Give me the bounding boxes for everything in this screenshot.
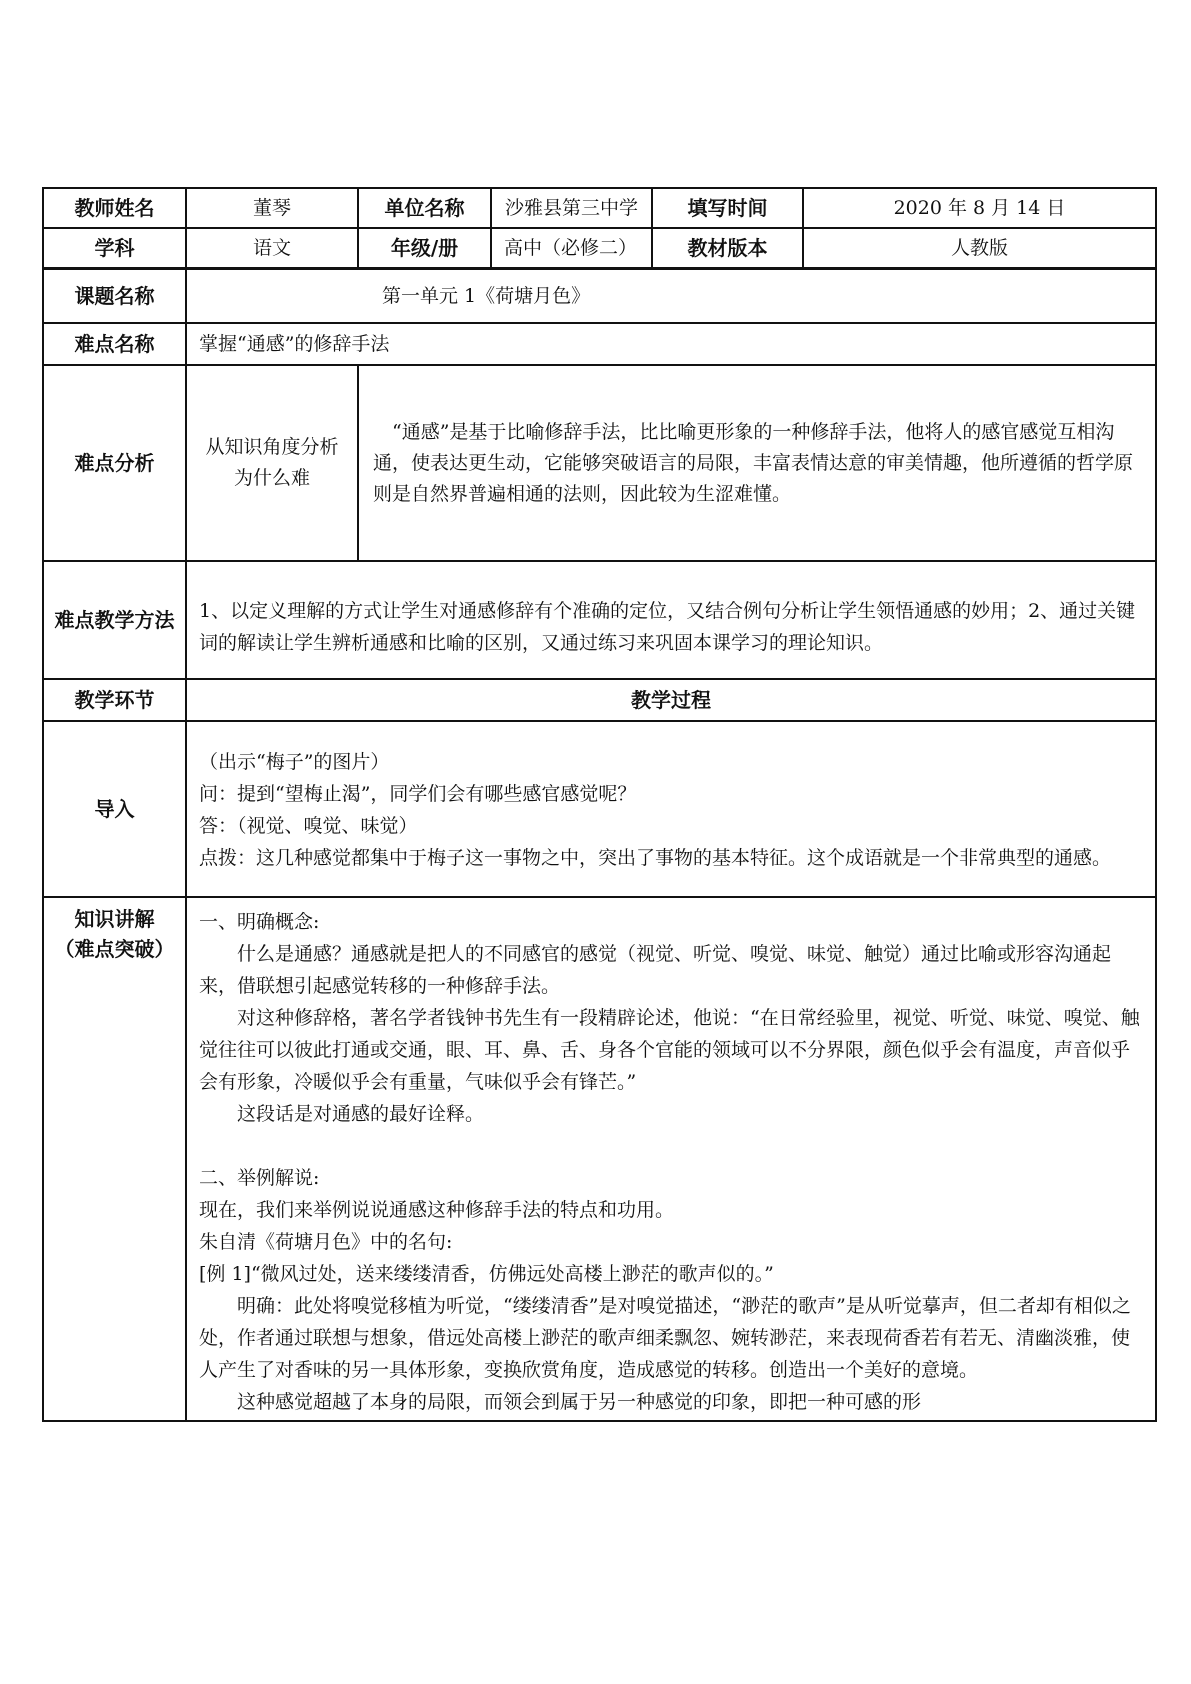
paragraph: 现在，我们来举例说说通感这种修辞手法的特点和功用。 <box>199 1199 675 1221</box>
grade-value: 高中（必修二） <box>491 228 652 268</box>
analysis-text-cell <box>358 365 1156 561</box>
analysis-label: 难点分析 <box>43 365 186 561</box>
intro-content <box>186 721 1156 897</box>
knowledge-content <box>186 897 1156 1421</box>
topic-value: 第一单元 1《荷塘月色》 <box>186 268 1156 323</box>
header-row-2 <box>43 228 1156 268</box>
header-row-1 <box>43 188 1156 228</box>
teacher-value: 董琴 <box>186 188 358 228</box>
paragraph: 对这种修辞格，著名学者钱钟书先生有一段精辟论述，他说：“在日常经验里，视觉、听觉、味觉、嗅觉、触觉往往可以彼此打通或交通，眼、耳、鼻、舌、身各个官能的领域可以不分界限，颜色似乎会有温度，声音似乎会有形象，冷暖似乎会有重量，气味似乎会有锋芒。” <box>199 1007 1140 1093</box>
spacer <box>199 1130 1143 1162</box>
unit-value: 沙雅县第三中学 <box>491 188 652 228</box>
method-text: 1、以定义理解的方式让学生对通感修辞有个准确的定位，又结合例句分析让学生领悟通感的妙用；2、通过关键词的解读让学生辨析通感和比喻的区别，又通过练习来巩固本课学习的理论知识。 <box>186 561 1156 679</box>
date-value: 2020 年 8 月 14 日 <box>803 188 1156 228</box>
intro-line: 答：（视觉、嗅觉、味觉） <box>199 815 418 837</box>
analysis-angle <box>186 365 358 561</box>
teacher-label: 教师姓名 <box>43 188 186 228</box>
knowledge-label-line2: （难点突破） <box>54 937 175 961</box>
date-label: 填写时间 <box>652 188 803 228</box>
intro-row <box>43 721 1156 897</box>
paragraph-cut: 这种感觉超越了本身的局限，而领会到属于另一种感觉的印象，即把一种可感的形 <box>237 1391 922 1413</box>
paragraph: 朱自清《荷塘月色》中的名句: <box>199 1231 453 1253</box>
edition-label: 教材版本 <box>652 228 803 268</box>
analysis-angle-line1: 从知识角度分析 <box>205 436 339 458</box>
example-quote: [例 1]“微风过处，送来缕缕清香，仿佛远处高楼上渺茫的歌声似的。” <box>199 1263 774 1285</box>
intro-label: 导入 <box>43 721 186 897</box>
process-header: 教学过程 <box>186 679 1156 721</box>
knowledge-label <box>43 897 186 1421</box>
analysis-text: “通感”是基于比喻修辞手法，比比喻更形象的一种修辞手法，他将人的感官感觉互相沟通，使表达更生动，它能够突破语言的局限，丰富表情达意的审美情趣，他所遵循的哲学原则是自然界普遍相通的法则，因此较为生涩难懂。 <box>373 420 1134 505</box>
unit-label: 单位名称 <box>358 188 491 228</box>
analysis-angle-line2: 为什么难 <box>233 467 310 489</box>
intro-line: （出示“梅子”的图片） <box>199 751 390 773</box>
subject-value: 语文 <box>186 228 358 268</box>
method-label: 难点教学方法 <box>43 561 186 679</box>
method-row <box>43 561 1156 679</box>
process-header-row <box>43 679 1156 721</box>
analysis-row <box>43 365 1156 561</box>
intro-line: 点拨：这几种感觉都集中于梅子这一事物之中，突出了事物的基本特征。这个成语就是一个非常典型的通感。 <box>199 847 1112 869</box>
subject-label: 学科 <box>43 228 186 268</box>
difficulty-row <box>43 323 1156 365</box>
knowledge-label-line1: 知识讲解 <box>74 907 155 931</box>
section-title: 一、明确概念: <box>199 911 320 933</box>
difficulty-label: 难点名称 <box>43 323 186 365</box>
topic-row <box>43 268 1156 323</box>
difficulty-value: 掌握“通感”的修辞手法 <box>186 323 1156 365</box>
edition-value: 人教版 <box>803 228 1156 268</box>
stage-header: 教学环节 <box>43 679 186 721</box>
paragraph: 明确：此处将嗅觉移植为听觉，“缕缕清香”是对嗅觉描述，“渺茫的歌声”是从听觉摹声，但二者却有相似之处，作者通过联想与想象，借远处高楼上渺茫的歌声细柔飘忽、婉转渺茫，来表现荷香若有若无、清幽淡雅，使人产生了对香味的另一具体形象，变换欣赏角度，造成感觉的转移。创造出一个美好的意境。 <box>199 1295 1131 1381</box>
topic-label: 课题名称 <box>43 268 186 323</box>
lesson-plan-table <box>42 187 1155 1422</box>
grade-label: 年级/册 <box>358 228 491 268</box>
knowledge-row <box>43 897 1156 1421</box>
paragraph: 什么是通感？通感就是把人的不同感官的感觉（视觉、听觉、嗅觉、味觉、触觉）通过比喻或形容沟通起来，借联想引起感觉转移的一种修辞手法。 <box>199 943 1112 997</box>
intro-line: 问：提到“望梅止渴”，同学们会有哪些感官感觉呢？ <box>199 783 637 805</box>
paragraph: 这段话是对通感的最好诠释。 <box>237 1103 485 1125</box>
section-title: 二、举例解说: <box>199 1167 320 1189</box>
